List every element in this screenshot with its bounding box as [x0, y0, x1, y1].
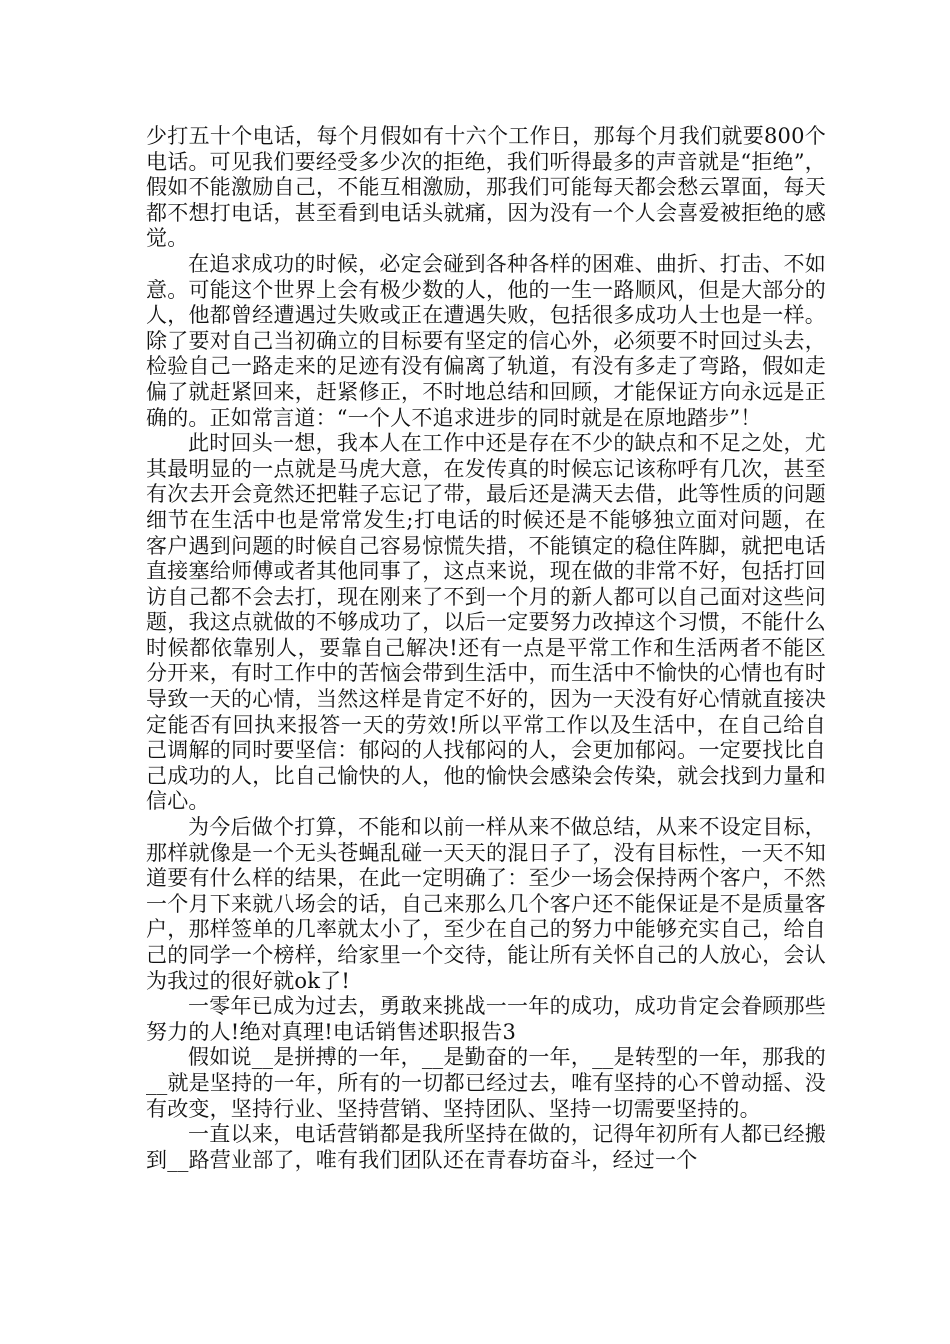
paragraph-3: 此时回头一想，我本人在工作中还是存在不少的缺点和不足之处，尤其最明显的一点就是马虎大意，在发传真的时候忘记该称呼有几次，甚至有次去开会竟然还把鞋子忘记了带，最后还是满天去借，此等性质的问题细节在生活中也是常常发生;打电话的时候还是不能够独立面对问题，在客户遇到问题的时候自己容易惊慌失措，不能镇定的稳住阵脚，就把电话直接塞给师傅或者其他同事了，这点来说，现在做的非常不好，包括打回访自己都不会去打，现在刚来了不到一个月的新人都可以自己面对这些问题，我这点就做的不够成功了，以后一定要努力改掉这个习惯，不能什么时候都依靠别人，要靠自己解决!还有一点是平常工作和生活两者不能区分开来，有时工作中的苦恼会带到生活中，而生活中不愉快的心情也有时导致一天的心情，当然这样是肯定不好的，因为一天没有好心情就直接决定能否有回执来报答一天的劳效!所以平常工作以及生活中，在自己给自己调解的同时要坚信：郁闷的人找郁闷的人，会更加郁闷。一定要找比自己成功的人，比自己愉快的人，他的愉快会感染会传染，就会找到力量和信心。 [146, 431, 826, 814]
paragraph-7: 一直以来，电话营销都是我所坚持在做的，记得年初所有人都已经搬到__路营业部了，唯有我们团队还在青春坊奋斗，经过一个 [146, 1122, 826, 1172]
paragraph-6: 假如说__是拼搏的一年，__是勤奋的一年，__是转型的一年，那我的__就是坚持的一年，所有的一切都已经过去，唯有坚持的心不曾动摇、没有改变，坚持行业、坚持营销、坚持团队、坚持一切需要坚持的。 [146, 1045, 826, 1121]
paragraph-1: 少打五十个电话，每个月假如有十六个工作日，那每个月我们就要800个电话。可见我们要经受多少次的拒绝，我们听得最多的声音就是“拒绝”，假如不能激励自己，不能互相激励，那我们可能每天都会愁云罩面，每天都不想打电话，甚至看到电话头就痛，因为没有一个人会喜爱被拒绝的感觉。 [146, 124, 826, 251]
paragraph-5: 一零年已成为过去，勇敢来挑战一一年的成功，成功肯定会眷顾那些努力的人!绝对真理!电话销售述职报告3 [146, 994, 826, 1044]
document-page [146, 124, 826, 1173]
paragraph-2: 在追求成功的时候，必定会碰到各种各样的困难、曲折、打击、不如意。可能这个世界上会有极少数的人，他的一生一路顺风，但是大部分的人，他都曾经遭遇过失败或正在遭遇失败，包括很多成功人士也是一样。除了要对自己当初确立的目标要有坚定的信心外，必须要不时回过头去，检验自己一路走来的足迹有没有偏离了轨道，有没有多走了弯路，假如走偏了就赶紧回来，赶紧修正，不时地总结和回顾，才能保证方向永远是正确的。正如常言道：“一个人不追求进步的同时就是在原地踏步”！ [146, 251, 826, 430]
paragraph-4: 为今后做个打算，不能和以前一样从来不做总结，从来不设定目标，那样就像是一个无头苍蝇乱碰一天天的混日子了，没有目标性，一天不知道要有什么样的结果，在此一定明确了：至少一场会保持两个客户，不然一个月下来就八场会的话，自己来那么几个客户还不能保证是不是质量客户，那样签单的几率就太小了，至少在自己的努力中能够充实自己，给自己的同学一个榜样，给家里一个交待，能让所有关怀自己的人放心，会认为我过的很好就ok了! [146, 815, 826, 993]
